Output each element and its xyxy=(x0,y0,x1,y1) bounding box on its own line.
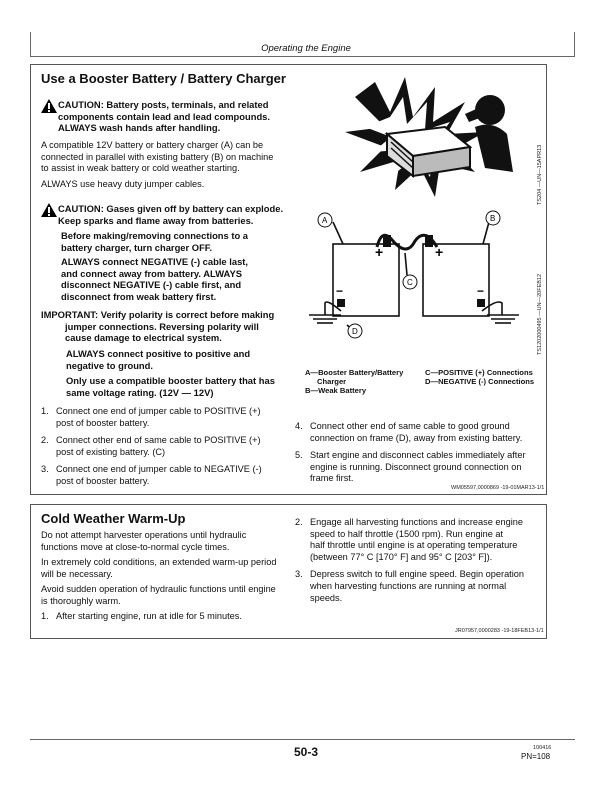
important-positive xyxy=(66,348,296,371)
jumper-connection-diagram xyxy=(297,207,527,342)
caution-line: Before making/removing connections to a xyxy=(61,230,249,241)
step-number: 2. xyxy=(41,435,49,446)
caution-line: ALWAYS connect NEGATIVE (-) cable last, xyxy=(61,256,249,267)
step-number: 3. xyxy=(41,464,49,475)
important-voltage xyxy=(66,375,296,398)
booster-title: Use a Booster Battery / Battery Charger xyxy=(41,71,286,86)
caption-line: C—POSITIVE (+) Connections xyxy=(425,368,533,377)
step-number: 5. xyxy=(295,450,303,461)
list-item xyxy=(41,406,291,429)
para-line: is thoroughly warm. xyxy=(41,595,121,606)
list-item xyxy=(295,421,545,444)
important-line: cause damage to electrical system. xyxy=(65,332,222,343)
caution-line: Keep sparks and flame away from batteries. xyxy=(58,214,254,226)
caution-line: disconnect NEGATIVE (-) cable first, and xyxy=(61,279,242,290)
para-line: Avoid sudden operation of hydraulic functions until engine xyxy=(41,584,276,594)
step-line: Connect other end of same cable to POSITIVE (+) xyxy=(56,435,261,446)
cold-steps-left xyxy=(41,611,291,629)
caution-line: ALWAYS wash hands after handling. xyxy=(58,122,221,133)
step-line: (between 77° C [170° F] and 95° C [203° F]). xyxy=(310,551,493,562)
caution-line: CAUTION: Battery posts, terminals, and related xyxy=(58,99,269,110)
step-line: Connect one end of jumper cable to POSITIVE (+) xyxy=(56,406,261,416)
list-item xyxy=(41,464,291,487)
important-line: IMPORTANT: Verify polarity is correct before making xyxy=(41,309,275,320)
step-line: connection on frame (D), away from existing battery. xyxy=(310,432,523,443)
step-line: After starting engine, run at idle for 5 minutes. xyxy=(56,611,242,621)
label-d: D xyxy=(352,327,358,336)
caution-line: CAUTION: Gases given off by battery can explode. xyxy=(58,203,284,214)
battery-explosion-illustration xyxy=(335,72,525,207)
important-polarity xyxy=(41,309,296,344)
step-line: Connect other end of same cable to good ground xyxy=(310,421,510,431)
para-line: In extremely cold conditions, an extended warm-up period xyxy=(41,557,277,567)
booster-steps-left xyxy=(41,406,291,494)
caption-line: D—NEGATIVE (-) Connections xyxy=(425,377,535,386)
minus-sign: − xyxy=(336,284,344,298)
header-rule xyxy=(30,56,575,57)
step-line: Depress switch to full engine speed. Begin operation xyxy=(310,569,524,580)
step-line: post of booster battery. xyxy=(56,475,150,486)
caution-line: disconnect from weak battery first. xyxy=(61,290,217,302)
caution-negative-cable xyxy=(61,256,291,302)
caution-line: and connect away from battery. ALWAYS xyxy=(61,267,242,279)
caution-charger-off xyxy=(61,230,291,253)
booster-intro xyxy=(41,140,291,175)
important-line: negative to ground. xyxy=(66,359,153,371)
cold-para xyxy=(41,584,291,607)
label-a: A xyxy=(322,216,328,225)
step-number: 1. xyxy=(41,611,49,621)
step-line: post of booster battery. xyxy=(56,417,150,428)
list-item xyxy=(41,611,291,623)
image-code: TS1202000495 —UN—20FEB12 xyxy=(537,273,543,355)
plus-sign: + xyxy=(435,244,444,260)
caution-line: battery charger, turn charger OFF. xyxy=(61,241,213,253)
caption-right xyxy=(425,368,545,386)
important-line: jumper connections. Reversing polarity will xyxy=(65,320,259,332)
footer-small-code: 100416 xyxy=(533,745,552,751)
intro-line: connected in parallel with existing battery (B) on machine xyxy=(41,151,274,162)
step-number: 2. xyxy=(295,517,303,527)
warning-icon xyxy=(41,203,57,217)
jumper-cable-note: ALWAYS use heavy duty jumper cables. xyxy=(41,179,205,189)
cold-para xyxy=(41,557,291,580)
step-line: Start engine and disconnect cables immediately after xyxy=(310,450,526,461)
pn-number: PN=108 xyxy=(521,752,551,761)
para-line: will be necessary. xyxy=(41,568,113,579)
step-line: speed to half throttle (1500 rpm). Run engine at xyxy=(310,528,504,539)
step-number: 1. xyxy=(41,406,49,416)
list-item xyxy=(295,517,545,563)
para-line: functions move at close-to-normal cycle times. xyxy=(41,541,230,552)
section-code: WM05597,0000869 -19-01MAR13-1/1 xyxy=(451,485,545,491)
step-line: Engage all harvesting functions and increase engine xyxy=(310,517,523,527)
list-item xyxy=(295,450,545,485)
important-line: same voltage rating. (12V — 12V) xyxy=(66,386,214,398)
cold-steps-right xyxy=(295,517,545,610)
caption-line: B—Weak Battery xyxy=(305,386,367,395)
intro-line: A compatible 12V battery or battery charger (A) can be xyxy=(41,140,264,150)
caution-lead xyxy=(41,99,291,134)
para-line: Do not attempt harvester operations until hydraulic xyxy=(41,530,247,540)
list-item xyxy=(295,569,545,604)
page-number: 50-3 xyxy=(293,745,319,759)
step-number: 4. xyxy=(295,421,303,431)
page-header-title: Operating the Engine xyxy=(261,43,351,54)
step-line: frame first. xyxy=(310,473,354,484)
step-line: post of existing battery. (C) xyxy=(56,446,166,457)
caption-left xyxy=(305,368,425,395)
plus-sign: + xyxy=(375,244,384,260)
label-b: B xyxy=(490,214,496,223)
list-item xyxy=(41,435,291,458)
section-code: JR07957,0000283 -19-18FEB13-1/1 xyxy=(455,628,544,634)
important-line: ALWAYS connect positive to positive and xyxy=(66,348,251,359)
footer-rule xyxy=(30,739,575,740)
step-line: half throttle until engine is at operating temperature xyxy=(310,540,518,551)
step-line: speeds. xyxy=(310,592,343,603)
cold-weather-title: Cold Weather Warm-Up xyxy=(41,511,186,526)
caution-line: components contain lead and lead compounds. xyxy=(58,110,271,122)
step-number: 3. xyxy=(295,569,303,580)
cold-para xyxy=(41,530,291,553)
minus-sign: − xyxy=(477,284,485,298)
caution-explosion xyxy=(41,203,296,226)
caption-line: A—Booster Battery/Battery xyxy=(305,368,404,377)
intro-line: to assist in weak battery or cold weather starting. xyxy=(41,163,240,174)
booster-steps-right xyxy=(295,421,545,491)
image-code: TS204 —UN—15APR13 xyxy=(537,144,543,205)
step-line: when harvesting functions are running at normal xyxy=(310,580,507,591)
caption-line: Charger xyxy=(317,377,347,386)
important-line: Only use a compatible booster battery that has xyxy=(66,375,275,386)
step-line: engine is running. Disconnect ground connection on xyxy=(310,461,522,472)
label-c: C xyxy=(407,278,413,287)
step-line: Connect one end of jumper cable to NEGATIVE (-) xyxy=(56,464,262,475)
warning-icon xyxy=(41,99,57,113)
